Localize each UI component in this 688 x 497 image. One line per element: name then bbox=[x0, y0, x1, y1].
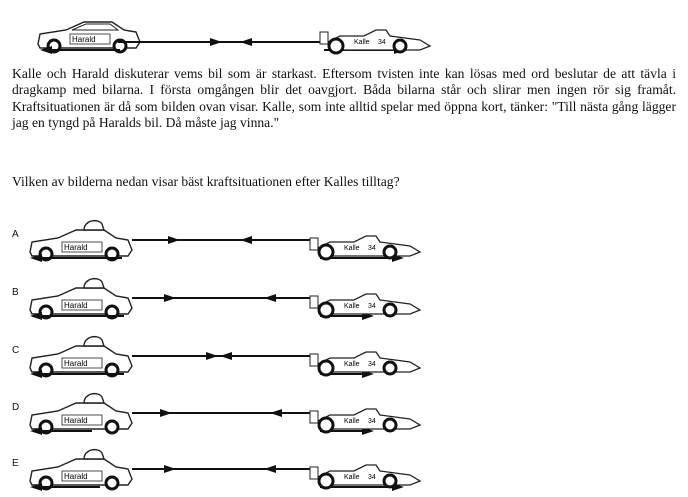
harald-label: Harald bbox=[64, 243, 88, 252]
kalle-number: 34 bbox=[368, 474, 376, 481]
kalle-label: Kalle bbox=[344, 418, 360, 425]
kalle-number: 34 bbox=[378, 39, 386, 46]
kalle-label: Kalle bbox=[344, 245, 360, 252]
option-figure bbox=[0, 439, 688, 495]
force-arrow-left bbox=[240, 38, 252, 46]
harald-car bbox=[38, 22, 140, 52]
kalle-label: Kalle bbox=[344, 361, 360, 368]
question-text: Vilken av bilderna nedan visar bäst kraftsituationen efter Kalles tilltag? bbox=[12, 174, 400, 189]
harald-label: Harald bbox=[64, 472, 88, 481]
option-letter: A bbox=[12, 229, 19, 240]
option-letter: D bbox=[12, 402, 20, 413]
kalle-label: Kalle bbox=[344, 474, 360, 481]
harald-label: Harald bbox=[64, 359, 88, 368]
kalle-label: Kalle bbox=[344, 303, 360, 310]
kalle-number: 34 bbox=[368, 418, 376, 425]
kalle-number: 34 bbox=[368, 303, 376, 310]
problem-text: Kalle och Harald diskuterar vems bil som är starkast. Eftersom tvisten inte kan lösas med ord beslutar de att tävla i dragkamp med bilarna. I första omgången blir det oavgjort. Båda bilarna står och slirar men ingen rör sig framåt. Kraftsituationen är då som bilden ovan visar. Kalle, som inte alltid spelar med öppna kort, tänker: "Till nästa gång lägger jag en tyngd på Haralds bil. Då måste jag vinna." bbox=[12, 66, 676, 131]
option-letter: E bbox=[12, 458, 19, 469]
kalle-car bbox=[320, 30, 430, 53]
harald-label: Harald bbox=[72, 35, 96, 44]
option-figure bbox=[0, 383, 688, 439]
option-letter: C bbox=[12, 345, 20, 356]
harald-label: Harald bbox=[64, 301, 88, 310]
top-figure bbox=[0, 0, 688, 60]
option-figure bbox=[0, 326, 688, 382]
option-figure bbox=[0, 210, 688, 266]
option-letter: B bbox=[12, 287, 19, 298]
force-arrow-right bbox=[210, 38, 222, 46]
kalle-number: 34 bbox=[368, 245, 376, 252]
kalle-number: 34 bbox=[368, 361, 376, 368]
harald-label: Harald bbox=[64, 416, 88, 425]
kalle-label: Kalle bbox=[354, 39, 370, 46]
option-figure bbox=[0, 268, 688, 324]
